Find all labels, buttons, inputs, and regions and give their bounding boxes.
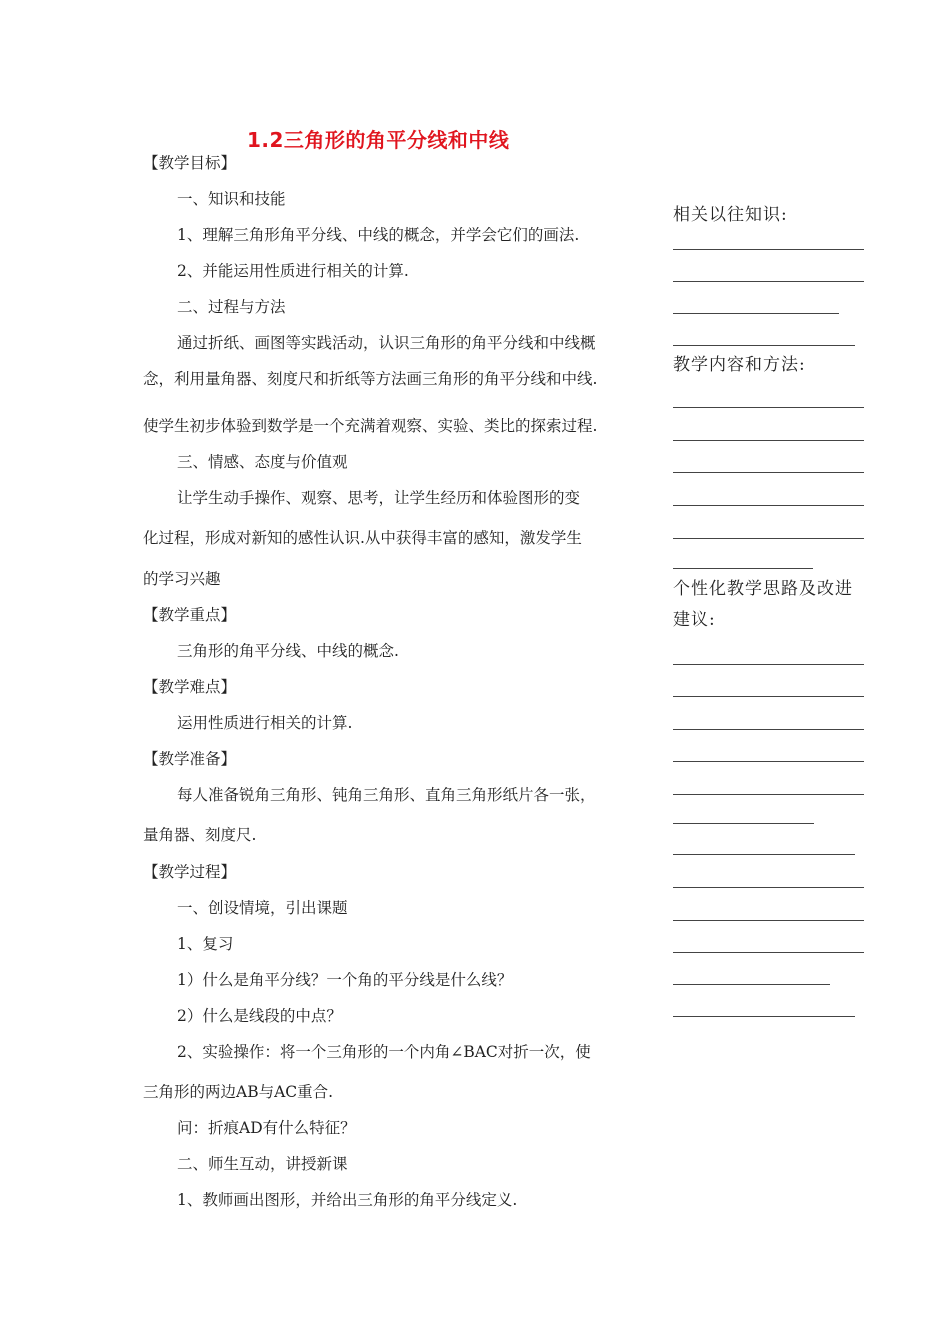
- section-heading: 【教学重点】: [143, 606, 237, 624]
- note-line: [673, 952, 864, 953]
- text-line: 三角形的两边AB与AC重合.: [143, 1083, 334, 1101]
- text-line: 问：折痕AD有什么特征？: [177, 1119, 356, 1137]
- text-line: 通过折纸、画图等实践活动，认识三角形的角平分线和中线概: [177, 334, 596, 352]
- text-line: 每人准备锐角三角形、钝角三角形、直角三角形纸片各一张，: [177, 786, 596, 804]
- section-heading: 【教学难点】: [143, 678, 237, 696]
- note-line: [673, 472, 864, 473]
- text-line: 二、师生互动，讲授新课: [177, 1155, 348, 1173]
- text-line: 三角形的角平分线、中线的概念.: [177, 642, 399, 660]
- text-line: 的学习兴趣: [143, 570, 221, 588]
- note-line: [673, 696, 864, 697]
- section-heading: 【教学准备】: [143, 750, 237, 768]
- text-line: 使学生初步体验到数学是一个充满着观察、实验、类比的探索过程.: [143, 417, 598, 435]
- text-line: 1）什么是角平分线？一个角的平分线是什么线？: [177, 971, 513, 989]
- text-line: 化过程，形成对新知的感性认识.从中获得丰富的感知，激发学生: [143, 529, 582, 547]
- note-line: [673, 664, 864, 665]
- note-line: [673, 1016, 855, 1017]
- note-line: [673, 313, 839, 314]
- note-line: [673, 568, 813, 569]
- text-line: 2、并能运用性质进行相关的计算.: [177, 262, 409, 280]
- note-line: [673, 729, 864, 730]
- text-line: 2）什么是线段的中点？: [177, 1007, 342, 1025]
- text-line: 1、教师画出图形，并给出三角形的角平分线定义.: [177, 1191, 518, 1209]
- notes-heading-content-method: 教学内容和方法:: [673, 355, 806, 375]
- text-line: 二、过程与方法: [177, 298, 286, 316]
- text-line: 1、复习: [177, 935, 234, 953]
- text-line: 让学生动手操作、观察、思考，让学生经历和体验图形的变: [177, 489, 581, 507]
- note-line: [673, 249, 864, 250]
- note-line: [673, 761, 864, 762]
- note-line: [673, 984, 830, 985]
- note-line: [673, 920, 864, 921]
- note-line: [673, 854, 855, 855]
- note-line: [673, 281, 864, 282]
- note-line: [673, 538, 864, 539]
- note-line: [673, 794, 864, 795]
- text-line: 2、实验操作：将一个三角形的一个内角∠BAC对折一次，使: [177, 1043, 591, 1061]
- note-line: [673, 345, 855, 346]
- note-line: [673, 505, 864, 506]
- note-line: [673, 407, 864, 408]
- section-heading: 【教学过程】: [143, 863, 237, 881]
- text-line: 量角器、刻度尺.: [143, 826, 257, 844]
- text-line: 1、理解三角形角平分线、中线的概念，并学会它们的画法.: [177, 226, 580, 244]
- note-line: [673, 440, 864, 441]
- notes-heading-prior-knowledge: 相关以往知识:: [673, 205, 788, 225]
- notes-heading-personalized: 个性化教学思路及改进: [673, 579, 853, 599]
- text-line: 一、创设情境，引出课题: [177, 899, 348, 917]
- text-line: 念，利用量角器、刻度尺和折纸等方法画三角形的角平分线和中线.: [143, 370, 598, 388]
- note-line: [673, 887, 864, 888]
- notes-heading-suggestions: 建议:: [673, 610, 716, 630]
- text-line: 运用性质进行相关的计算.: [177, 714, 353, 732]
- note-line: [673, 823, 814, 824]
- section-heading: 【教学目标】: [143, 154, 237, 172]
- page-title: 1.2三角形的角平分线和中线: [247, 128, 510, 152]
- text-line: 一、知识和技能: [177, 190, 286, 208]
- text-line: 三、情感、态度与价值观: [177, 453, 348, 471]
